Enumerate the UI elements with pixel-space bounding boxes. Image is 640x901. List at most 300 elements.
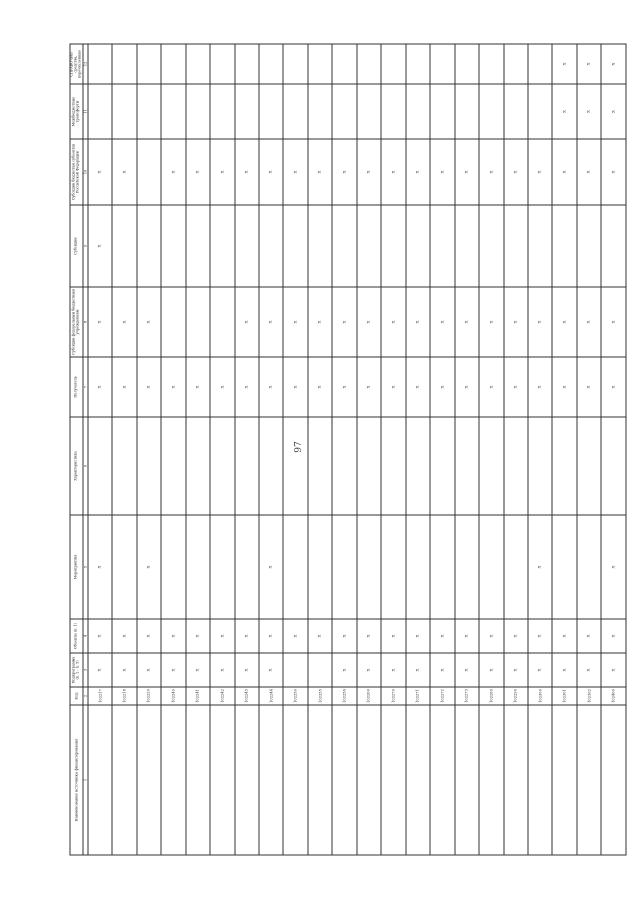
row-cell [504, 44, 528, 84]
row-cell [283, 515, 307, 619]
row-cell [430, 44, 454, 84]
row-cell [210, 205, 234, 287]
row-cell [308, 44, 332, 84]
row-cell: X [332, 139, 356, 205]
row-cell: X [283, 619, 307, 653]
row-name [479, 705, 503, 855]
row-cell [601, 205, 626, 287]
row-cell: X [235, 357, 259, 417]
row-cell [504, 205, 528, 287]
row-cell: X [259, 515, 283, 619]
table-row [381, 44, 405, 855]
row-cell [552, 205, 576, 287]
row-cell [455, 515, 479, 619]
col-number: 9 [83, 205, 88, 287]
row-cell [308, 515, 332, 619]
row-cell [528, 44, 552, 84]
row-cell: X [504, 653, 528, 687]
row-cell: X [577, 139, 601, 205]
row-cell: X [528, 357, 552, 417]
row-cell: X [552, 84, 576, 139]
row-name [381, 705, 405, 855]
header-col5: Мероприятия [70, 515, 83, 619]
row-name [406, 705, 430, 855]
row-cell: X [479, 653, 503, 687]
row-cell: X [552, 287, 576, 357]
row-cell [186, 417, 210, 515]
col-number: 6 [83, 417, 88, 515]
row-cell: X [601, 357, 626, 417]
row-cell: X [577, 44, 601, 84]
row-cell [406, 84, 430, 139]
row-cell [577, 417, 601, 515]
table-row [504, 44, 528, 855]
table-row [161, 44, 185, 855]
row-cell: X [88, 139, 112, 205]
row-cell [455, 205, 479, 287]
row-cell: X [112, 139, 136, 205]
row-cell: X [601, 515, 626, 619]
row-cell [186, 287, 210, 357]
row-cell [235, 205, 259, 287]
row-cell: X [528, 619, 552, 653]
row-cell [479, 515, 503, 619]
row-cell: X [552, 139, 576, 205]
row-cell: X [357, 139, 381, 205]
header-col11: Межбюджетные трансферты [70, 84, 83, 139]
row-cell [479, 84, 503, 139]
table-row [283, 44, 307, 855]
table-row [186, 44, 210, 855]
row-cell: X [430, 619, 454, 653]
row-cell: X [430, 139, 454, 205]
row-cell [455, 84, 479, 139]
row-code: 102240 [161, 687, 185, 705]
row-cell: X [406, 287, 430, 357]
row-cell [308, 84, 332, 139]
row-cell [479, 44, 503, 84]
row-cell: X [528, 139, 552, 205]
row-cell [381, 44, 405, 84]
header-col6: Характеристика [70, 417, 83, 515]
col-number: 7 [83, 357, 88, 417]
row-cell: X [479, 619, 503, 653]
header-code: Код [70, 687, 83, 705]
row-cell: X [210, 139, 234, 205]
row-code: 102400 [601, 687, 626, 705]
table-row [577, 44, 601, 855]
row-cell [430, 515, 454, 619]
row-cell: X [137, 515, 161, 619]
row-cell: X [161, 619, 185, 653]
col-number: 3 [83, 653, 88, 687]
row-cell [161, 287, 185, 357]
row-code: 102301 [552, 687, 576, 705]
row-code: 102273 [455, 687, 479, 705]
row-cell [235, 84, 259, 139]
row-cell [283, 417, 307, 515]
row-cell [210, 515, 234, 619]
header-col3: Подпрограмма (п. 2 - п. 5) [70, 653, 83, 687]
row-cell: X [455, 619, 479, 653]
row-name [504, 705, 528, 855]
row-cell: X [601, 619, 626, 653]
row-cell: X [235, 287, 259, 357]
row-cell: X [528, 287, 552, 357]
row-cell: X [504, 619, 528, 653]
row-code: 102244 [259, 687, 283, 705]
row-cell: X [577, 357, 601, 417]
row-cell: X [552, 44, 576, 84]
header-col8: Субсидии федеральным бюджетным учреждениям [70, 287, 83, 357]
row-cell [259, 205, 283, 287]
row-cell [504, 417, 528, 515]
row-name [112, 705, 136, 855]
col-number: 12 [83, 44, 88, 84]
row-cell [210, 84, 234, 139]
row-cell [259, 417, 283, 515]
row-cell: X [112, 653, 136, 687]
row-cell [283, 205, 307, 287]
row-cell [430, 417, 454, 515]
row-cell: X [332, 653, 356, 687]
row-cell [235, 515, 259, 619]
row-code: 102272 [430, 687, 454, 705]
row-cell [112, 84, 136, 139]
table-row [552, 44, 576, 855]
row-cell: X [455, 357, 479, 417]
row-cell: X [332, 287, 356, 357]
row-cell: X [381, 619, 405, 653]
row-name [552, 705, 576, 855]
row-cell [406, 44, 430, 84]
row-cell [235, 44, 259, 84]
row-name [259, 705, 283, 855]
row-cell: X [552, 619, 576, 653]
row-cell [577, 515, 601, 619]
table-row [259, 44, 283, 855]
row-code: 102256 [332, 687, 356, 705]
row-name [210, 705, 234, 855]
row-cell: X [504, 357, 528, 417]
row-cell [186, 205, 210, 287]
row-cell [601, 417, 626, 515]
row-cell: X [381, 139, 405, 205]
row-cell: X [552, 653, 576, 687]
row-cell: X [577, 84, 601, 139]
row-cell: X [601, 44, 626, 84]
row-cell: X [283, 287, 307, 357]
row-cell: X [259, 619, 283, 653]
col-number: 2 [83, 687, 88, 705]
row-code: 102241 [186, 687, 210, 705]
row-cell: X [406, 139, 430, 205]
row-cell [552, 515, 576, 619]
row-cell [112, 205, 136, 287]
row-cell: X [137, 287, 161, 357]
row-cell [381, 84, 405, 139]
row-cell [357, 515, 381, 619]
col-number: 8 [83, 287, 88, 357]
row-name [308, 705, 332, 855]
row-code: 102271 [406, 687, 430, 705]
row-cell: X [161, 357, 185, 417]
row-cell [112, 515, 136, 619]
row-cell: X [235, 139, 259, 205]
row-cell: X [88, 205, 112, 287]
row-cell: X [259, 653, 283, 687]
row-cell [357, 44, 381, 84]
row-cell [381, 205, 405, 287]
header-col10: Субсидии бюджетам субъектов Российской Федерации [70, 139, 83, 205]
row-cell [186, 515, 210, 619]
row-cell: X [577, 287, 601, 357]
row-cell: X [259, 357, 283, 417]
row-code: 102218 [112, 687, 136, 705]
row-cell [137, 417, 161, 515]
header-indicator: Наименование источника финансирования [70, 705, 83, 855]
row-name [161, 705, 185, 855]
header-col9: Субсидии [70, 205, 83, 287]
row-cell [308, 205, 332, 287]
row-cell: X [259, 139, 283, 205]
row-cell: X [479, 139, 503, 205]
rotated-report-sheet [70, 45, 627, 856]
row-cell [455, 417, 479, 515]
row-cell [235, 417, 259, 515]
row-cell [504, 515, 528, 619]
row-code: 102270 [381, 687, 405, 705]
row-cell [283, 44, 307, 84]
table-row [137, 44, 161, 855]
row-cell [186, 44, 210, 84]
row-cell [161, 515, 185, 619]
row-cell [332, 84, 356, 139]
row-cell [112, 44, 136, 84]
row-name [357, 705, 381, 855]
row-cell [504, 84, 528, 139]
row-cell [430, 205, 454, 287]
row-cell: X [479, 357, 503, 417]
row-cell [308, 417, 332, 515]
col-number: 5 [83, 515, 88, 619]
row-cell: X [88, 653, 112, 687]
row-cell: X [601, 653, 626, 687]
row-cell [112, 417, 136, 515]
row-name [577, 705, 601, 855]
row-cell [210, 44, 234, 84]
table-row [430, 44, 454, 855]
row-cell: X [283, 139, 307, 205]
row-cell: X [357, 287, 381, 357]
row-cell [137, 205, 161, 287]
row-cell [88, 417, 112, 515]
row-cell [308, 653, 332, 687]
row-cell [357, 84, 381, 139]
table-row [112, 44, 136, 855]
row-cell: X [88, 357, 112, 417]
col-number: 4 [83, 619, 88, 653]
row-cell: X [186, 653, 210, 687]
row-cell: X [601, 139, 626, 205]
row-cell: X [479, 287, 503, 357]
row-code: 102290 [504, 687, 528, 705]
row-cell [161, 84, 185, 139]
row-cell: X [235, 619, 259, 653]
row-cell: X [504, 287, 528, 357]
row-cell [137, 84, 161, 139]
row-code: 102302 [577, 687, 601, 705]
row-cell: X [455, 653, 479, 687]
row-name [137, 705, 161, 855]
row-name [601, 705, 626, 855]
row-cell: X [308, 357, 332, 417]
row-cell: X [406, 653, 430, 687]
row-code: 102255 [308, 687, 332, 705]
row-cell: X [406, 357, 430, 417]
row-code: 102242 [210, 687, 234, 705]
row-cell: X [528, 653, 552, 687]
row-cell [528, 205, 552, 287]
header-col12: СПРАВОЧНО: средства, перечисленные [70, 44, 83, 84]
row-cell: X [381, 287, 405, 357]
row-cell: X [186, 619, 210, 653]
row-name [430, 705, 454, 855]
row-cell [357, 417, 381, 515]
row-code: 102260 [357, 687, 381, 705]
row-cell: X [381, 357, 405, 417]
table-row [357, 44, 381, 855]
row-cell: X [601, 84, 626, 139]
row-name [186, 705, 210, 855]
row-code: 102280 [479, 687, 503, 705]
row-cell: X [430, 653, 454, 687]
table-row [601, 44, 626, 855]
row-cell: X [332, 357, 356, 417]
row-cell [161, 417, 185, 515]
row-cell: X [577, 653, 601, 687]
row-cell: X [577, 619, 601, 653]
row-cell: X [308, 287, 332, 357]
row-cell: X [210, 357, 234, 417]
row-cell [430, 84, 454, 139]
row-cell: X [210, 619, 234, 653]
row-code: 102220 [137, 687, 161, 705]
col-number: 10 [83, 139, 88, 205]
row-cell: X [455, 287, 479, 357]
table-row [528, 44, 552, 855]
row-cell: X [259, 287, 283, 357]
row-cell [283, 653, 307, 687]
row-cell: X [430, 357, 454, 417]
row-cell [406, 205, 430, 287]
row-code: 102300 [528, 687, 552, 705]
page-number: 97 [294, 441, 304, 453]
row-cell [88, 84, 112, 139]
row-cell [479, 205, 503, 287]
row-cell [210, 417, 234, 515]
row-cell: X [332, 619, 356, 653]
row-cell: X [235, 653, 259, 687]
row-cell: X [601, 287, 626, 357]
row-name [455, 705, 479, 855]
row-cell: X [406, 619, 430, 653]
row-cell: X [528, 515, 552, 619]
row-cell: X [161, 139, 185, 205]
table-row [406, 44, 430, 855]
row-cell: X [137, 653, 161, 687]
row-cell: X [210, 653, 234, 687]
row-cell: X [504, 139, 528, 205]
row-cell [259, 44, 283, 84]
row-name [283, 705, 307, 855]
row-cell [137, 44, 161, 84]
col-number: 1 [83, 705, 88, 855]
row-cell: X [455, 139, 479, 205]
header-col4: Объекты (п. 1) [70, 619, 83, 653]
col-number: 11 [83, 84, 88, 139]
table-row [210, 44, 234, 855]
row-cell: X [137, 619, 161, 653]
row-cell [332, 417, 356, 515]
row-cell: X [112, 357, 136, 417]
row-cell: X [357, 619, 381, 653]
row-cell: X [112, 619, 136, 653]
row-cell: X [88, 515, 112, 619]
row-cell [577, 205, 601, 287]
row-cell: X [161, 653, 185, 687]
row-cell: X [381, 653, 405, 687]
table-row [455, 44, 479, 855]
row-cell [283, 84, 307, 139]
row-code: 102243 [235, 687, 259, 705]
row-cell [528, 84, 552, 139]
row-cell [332, 44, 356, 84]
table-row [479, 44, 503, 855]
row-cell [186, 84, 210, 139]
row-name [332, 705, 356, 855]
row-cell: X [137, 357, 161, 417]
row-cell: X [357, 653, 381, 687]
row-cell [332, 205, 356, 287]
row-cell [455, 44, 479, 84]
report-table [70, 44, 627, 856]
row-cell [161, 205, 185, 287]
row-cell [528, 417, 552, 515]
row-cell: X [186, 139, 210, 205]
row-cell: X [552, 357, 576, 417]
table-row [332, 44, 356, 855]
row-cell: X [357, 357, 381, 417]
row-cell [161, 44, 185, 84]
row-cell: X [283, 357, 307, 417]
row-cell [357, 205, 381, 287]
row-name [235, 705, 259, 855]
row-cell: X [308, 139, 332, 205]
row-name [88, 705, 112, 855]
row-cell [406, 515, 430, 619]
row-cell [406, 417, 430, 515]
row-cell: X [88, 287, 112, 357]
row-cell: X [430, 287, 454, 357]
row-cell [137, 139, 161, 205]
row-cell [479, 417, 503, 515]
row-code: 102217 [88, 687, 112, 705]
row-cell [381, 515, 405, 619]
header-col7: Получатель [70, 357, 83, 417]
row-name [528, 705, 552, 855]
row-cell [332, 515, 356, 619]
